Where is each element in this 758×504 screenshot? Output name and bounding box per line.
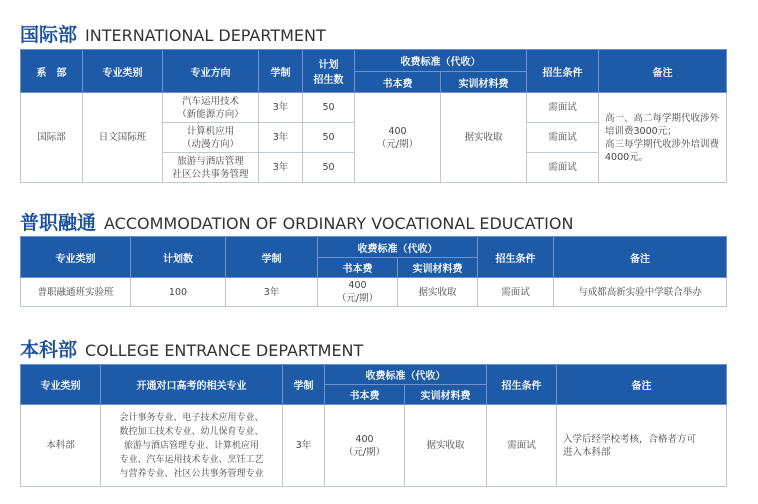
header-material: 实训材料费 [441, 72, 527, 93]
section-title-cn: 普职融通 [20, 212, 97, 234]
cell-condition: 需面试 [478, 278, 554, 307]
cell-condition: 需面试 [527, 123, 599, 153]
header-plan: 计划数 [131, 237, 226, 278]
cell-remark [599, 93, 727, 183]
section-title-en: ACCOMMODATION OF ORDINARY VOCATIONAL EDUCATION [104, 214, 574, 233]
header-book: 书本费 [355, 72, 441, 93]
cell-category: 日文国际班 [83, 93, 163, 183]
international-table [20, 49, 727, 183]
section-title-cn: 国际部 [20, 24, 78, 46]
cell-category: 普职融通班实验班 [21, 278, 131, 307]
header-plan-line2: 招生数 [313, 75, 344, 86]
cell-duration: 3年 [259, 123, 303, 153]
cell-remark: 与成都高新实验中学联合举办 [554, 278, 727, 307]
cell-book-fee [325, 405, 405, 487]
cell-remark [557, 405, 727, 487]
cell-duration: 3年 [259, 93, 303, 123]
related-line: 专业、汽车运用技术专业、烹饪工艺 [119, 454, 264, 465]
direction-line1: 旅游与酒店管理 [177, 155, 244, 167]
cell-plan: 50 [303, 153, 355, 183]
header-category: 专业类别 [83, 50, 163, 93]
header-fee: 收费标准（代收） [325, 365, 487, 385]
section-title-cn: 本科部 [20, 339, 78, 361]
header-remark: 备注 [599, 50, 727, 93]
cell-direction [163, 123, 259, 153]
cell-duration: 3年 [283, 405, 325, 487]
related-line: 与营养专业、社区公共事务管理专业 [119, 468, 264, 479]
cell-condition: 需面试 [487, 405, 557, 487]
related-line: 会计事务专业、电子技术应用专业、 [119, 412, 264, 423]
book-fee-unit: （元/期） [343, 446, 386, 458]
cell-direction [163, 93, 259, 123]
header-duration: 学制 [283, 365, 325, 405]
header-remark: 备注 [557, 365, 727, 405]
remark-line: 高三每学期代收涉外培训费 [605, 138, 720, 150]
direction-line2: （动漫方向） [181, 138, 239, 150]
book-fee-unit: （元/期） [376, 138, 419, 150]
header-related: 开通对口高考的相关专业 [101, 365, 283, 405]
section-title-college [20, 335, 363, 362]
cell-duration: 3年 [226, 278, 318, 307]
header-condition: 招生条件 [478, 237, 554, 278]
accommodation-table [20, 236, 727, 307]
remark-line: 培训费3000元； [605, 125, 677, 137]
section-title-accommodation [20, 208, 573, 235]
cell-condition: 需面试 [527, 153, 599, 183]
cell-duration: 3年 [259, 153, 303, 183]
header-fee: 收费标准（代收） [355, 50, 527, 72]
direction-line1: 汽车运用技术 [181, 95, 239, 107]
cell-book-fee [355, 93, 441, 183]
cell-plan: 50 [303, 123, 355, 153]
college-table [20, 364, 727, 487]
related-line: 数控加工技术专业、幼儿保育专业、 [119, 426, 264, 437]
header-category: 专业类别 [21, 237, 131, 278]
remark-line: 高一、高二每学期代收涉外 [605, 112, 720, 124]
header-duration: 学制 [259, 50, 303, 93]
header-material: 实训材料费 [398, 258, 478, 278]
remark-line: 入学后经学校考核，合格者方可 [563, 433, 697, 445]
cell-book-fee [318, 278, 398, 307]
header-plan [303, 50, 355, 93]
header-plan-line1: 计划 [318, 60, 339, 71]
direction-line2: （新能源方向） [177, 108, 244, 120]
header-book: 书本费 [318, 258, 398, 278]
header-duration: 学制 [226, 237, 318, 278]
header-condition: 招生条件 [527, 50, 599, 93]
book-fee-value: 400 [355, 433, 374, 445]
direction-line2: 社区公共事务管理 [172, 168, 249, 180]
header-fee: 收费标准（代收） [318, 237, 478, 258]
related-line: 旅游与酒店管理专业、计算机应用 [123, 440, 259, 451]
section-title-en: COLLEGE ENTRANCE DEPARTMENT [85, 341, 364, 360]
book-fee-unit: （元/期） [336, 293, 379, 304]
cell-related [101, 405, 283, 487]
cell-direction [163, 153, 259, 183]
cell-plan: 100 [131, 278, 226, 307]
book-fee-value: 400 [388, 125, 407, 137]
cell-material-fee: 据实收取 [405, 405, 487, 487]
header-category: 专业类别 [21, 365, 101, 405]
header-book: 书本费 [325, 385, 405, 405]
cell-material-fee: 据实收取 [398, 278, 478, 307]
section-title-international [20, 20, 326, 47]
header-remark: 备注 [554, 237, 727, 278]
header-condition: 招生条件 [487, 365, 557, 405]
cell-condition: 需面试 [527, 93, 599, 123]
header-dept: 系 部 [21, 50, 83, 93]
remark-line: 进入本科部 [563, 446, 611, 458]
cell-material-fee: 据实收取 [441, 93, 527, 183]
section-title-en: INTERNATIONAL DEPARTMENT [85, 26, 326, 45]
cell-dept: 国际部 [21, 93, 83, 183]
cell-category: 本科部 [21, 405, 101, 487]
remark-line: 4000元。 [605, 151, 649, 163]
header-direction: 专业方向 [163, 50, 259, 93]
book-fee-value: 400 [348, 280, 367, 291]
header-material: 实训材料费 [405, 385, 487, 405]
direction-line1: 计算机应用 [186, 125, 235, 137]
cell-plan: 50 [303, 93, 355, 123]
